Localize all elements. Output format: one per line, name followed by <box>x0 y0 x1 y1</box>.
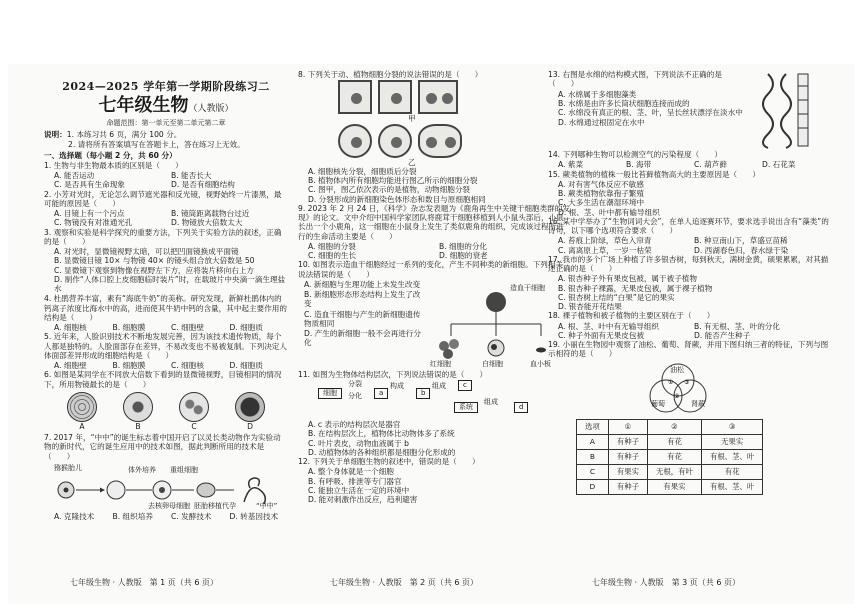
cell <box>338 124 372 158</box>
fig-label: 胚胎移植 <box>194 501 222 510</box>
cell <box>338 80 372 114</box>
q6-figure <box>44 390 288 433</box>
table-cell: 有果实 <box>647 479 701 494</box>
option: C. 葫芦藓 <box>694 160 727 170</box>
question-12: 12. 下列关于单细胞生物的叙述中，错误的是（ ） <box>298 457 480 466</box>
option: D. 分裂形成的新细胞染色体形态和数目与原细胞相同 <box>308 194 486 204</box>
column-1 <box>44 130 288 521</box>
exam-year-line: 2024—2025 学年第一学期阶段练习二 <box>62 80 270 93</box>
question-18: 18. 裸子植物和被子植物的主要区别在于（ ） <box>548 311 715 321</box>
level-box: 系统 <box>454 402 478 413</box>
option: A. 根、茎、叶中有无输导组织 <box>558 321 660 331</box>
q7-figure <box>44 462 288 512</box>
question-13: 13. 右图是水绵的结构模式图，下列说法不正确的是（ ） <box>548 70 722 89</box>
question-1: 1. 生物与非生物最本质的区别是（ ） <box>44 160 183 170</box>
exam-header <box>44 80 288 128</box>
q1-options <box>44 180 288 189</box>
q4-options <box>44 323 288 332</box>
cell <box>418 124 462 158</box>
q10-block <box>298 280 570 370</box>
option: A. 克隆技术 <box>54 511 95 521</box>
fig-label: 代孕 <box>222 501 236 510</box>
table-cell: D <box>577 479 609 494</box>
q16-options <box>548 246 830 255</box>
note-1: 1. 本练习共 6 页，满分 100 分。 <box>66 130 182 139</box>
option: D. 石花菜 <box>762 160 796 170</box>
option: D. 能对刺激作出反应，趋利避害 <box>308 495 418 504</box>
option: D. 是否有细胞结构 <box>171 180 235 190</box>
option: D. 水绵通过根固定在水中 <box>558 118 645 128</box>
cell <box>378 124 412 158</box>
table-cell: A <box>577 434 609 449</box>
question-7: 7. 2017 年，“中中”的诞生标志着中国开启了以灵长类动物作为实验动物的新时代，它的诞生应用中的技术如图，据此判断所用的技术是（ ） <box>44 433 281 461</box>
q18-options <box>548 322 830 331</box>
question-11: 11. 如图为生物体结构层次，下列说法错误的是（ ） <box>298 369 488 379</box>
option: D. 能否产生种子 <box>694 330 751 340</box>
option: B. 显微镜目镜 10× 与物镜 40× 的镜头组合放大倍数是 50 <box>54 256 255 266</box>
option: D. 西湖春色归，春水绿于染 <box>694 245 789 255</box>
page-footer-1: 七年级生物 · 人教版 第 1 页（共 6 页） <box>70 578 218 587</box>
table-header-row <box>577 419 763 434</box>
table-cell: 有根、茎、叶 <box>701 479 762 494</box>
option: A. 紫菜 <box>558 160 584 170</box>
option: B. 有呼吸、排泄等专门器官 <box>308 476 402 486</box>
plant-cell-division <box>298 80 570 114</box>
exam-scope: 命题范围：第一单元至第二单元第二章 <box>106 119 226 128</box>
page-footer-3: 七年级生物 · 人教版 第 3 页（共 6 页） <box>592 578 740 587</box>
note-2: 2. 请将所有答案填写在答题卡上，答在练习上无效。 <box>68 140 245 150</box>
svg-text:①: ① <box>668 378 674 386</box>
option: B. 银杏种子裸露，无果皮包被，属于裸子植物 <box>558 283 713 293</box>
option: C. 种子外面有无果皮包被 <box>558 330 645 340</box>
option: D. 转基因技术 <box>229 511 279 521</box>
q1-options <box>44 171 288 180</box>
option: A. 细胞核 <box>54 323 87 332</box>
fig-label: B <box>135 421 141 431</box>
option: D. 根、茎、叶中都有输导组织 <box>558 207 660 217</box>
option: B. 植物体内所有细胞均能进行图乙所示的细胞分裂 <box>308 176 478 185</box>
option: B. 组织培养 <box>112 511 153 521</box>
edition-text: （人教版） <box>188 104 234 115</box>
exam-title <box>44 95 288 117</box>
q5-options <box>44 361 288 370</box>
cell <box>378 80 412 114</box>
option: D. 制作“人体口腔上皮细胞临时装片”时，在载玻片中央滴一滴生理盐水 <box>54 274 286 293</box>
question-16: 16. 某中学举办了“生物词词大会”，在单人追逐赛环节，要求选手说出含有“藻类”的诗句，以下哪个选项符合要求（ ） <box>548 216 829 235</box>
q16-options <box>548 236 830 245</box>
fig-label: 组成 <box>432 382 446 390</box>
option: C. 物镜没有对准通光孔 <box>54 218 133 228</box>
option: C. 显微镜下观察到物像在视野左下方，应将装片移向右上方 <box>54 265 254 275</box>
option: A. 新细胞与生理功能上未发生改变 <box>304 279 421 289</box>
q6-view-b <box>123 392 153 431</box>
page-footer-2: 七年级生物 · 人教版 第 2 页（共 6 页） <box>330 578 478 587</box>
fig-label: 分裂 <box>348 380 362 388</box>
table-cell: 无根，有叶 <box>647 464 701 479</box>
table-head-cell: ① <box>608 419 647 434</box>
table-head-cell: ② <box>647 419 701 434</box>
q10-options <box>298 280 426 370</box>
table-cell: 有种子 <box>608 449 647 464</box>
option: B. 蕨类植物依靠孢子繁殖 <box>558 189 644 198</box>
option: A. 整个身体就是一个细胞 <box>308 467 394 477</box>
table-row <box>577 449 763 464</box>
question-10: 10. 如图表示造血干细胞经过一系列的变化，产生不同种类的新细胞。下列相关说法错误的是（ ） <box>298 260 564 279</box>
question-3: 3. 观察和实验是科学探究的重要方法，下列关于实验方法的叙述，正确的是（ ） <box>44 227 282 246</box>
table-cell: 无果实 <box>701 434 762 449</box>
option: B. 新细胞形态形态结构上发生了改变 <box>304 290 421 309</box>
fig-label: D <box>247 421 253 431</box>
option: C. 细胞壁 <box>171 323 204 332</box>
option: A. 目镜上有一个污点 <box>54 209 125 218</box>
q19-options-table <box>576 419 763 495</box>
question-8: 8. 下列关于动、植物细胞分裂的说法错误的是（ ） <box>298 70 483 79</box>
q10-figure <box>426 280 566 370</box>
level-box: 细胞 <box>318 388 342 399</box>
q9-options <box>298 242 570 251</box>
option: D. 细胞质 <box>229 361 263 370</box>
table-cell: 有种子 <box>608 434 647 449</box>
fig-label: 红细胞 <box>430 359 451 368</box>
fig-label: 体外培养 <box>128 465 156 474</box>
option: B. 细胞膜 <box>112 361 146 370</box>
fig-label: C <box>191 421 197 431</box>
q14-options <box>548 160 830 169</box>
fig-label: 肾蕨 <box>691 399 705 408</box>
table-head-cell: ③ <box>701 419 762 434</box>
q6-view-c <box>179 392 209 431</box>
fig-label: 组成 <box>484 398 498 406</box>
question-17: 17. 我市的多个广场上种植了许多银杏树，每到秋天，满树金黄，硕果累累，对其描述正确的是（ ） <box>548 254 829 273</box>
option: A. 对有害气体反应不敏感 <box>558 179 644 189</box>
q13-text <box>548 70 748 150</box>
q9-options <box>298 251 570 260</box>
level-box: d <box>514 402 528 413</box>
option: A. 细胞核先分裂，细胞质后分裂 <box>308 166 417 176</box>
option: C. 叶片表皮，动物血液属于 b <box>308 438 409 448</box>
option: B. 细胞膜 <box>112 323 146 332</box>
option: D. 动植物体的各种组织都是细胞分化形成的 <box>308 447 456 457</box>
level-box: a <box>374 388 388 399</box>
option: B. 镜筒距离载物台过近 <box>171 209 250 218</box>
q7-options <box>44 512 288 521</box>
q2-options <box>44 209 288 218</box>
fig-label: 葡萄 <box>651 399 665 408</box>
title-text: 七年级生物 <box>98 95 189 117</box>
option: D. 产生的新细胞一般不会再进行分化 <box>304 329 421 348</box>
table-cell: 有种子 <box>608 479 647 494</box>
option: B. 水绵是由许多长筒状细胞连接而成的 <box>558 98 690 108</box>
question-4: 4. 杜鹃营养丰富，素有“海底牛奶”的美称。研究发现，新鲜杜鹃体内的钙离子浓度比海水中的高，进而使其牛奶中钙的含量，其中起主要作用的结构是（ ） <box>44 294 287 322</box>
option: B. 海带 <box>626 160 652 170</box>
table-cell: 有花 <box>647 434 701 449</box>
table-cell: 有花 <box>647 449 701 464</box>
table-row <box>577 479 763 494</box>
q6-view-d <box>235 392 265 431</box>
option: A. 苔痕上阶绿，草色入帘青 <box>558 236 652 246</box>
q8-figure <box>298 80 570 167</box>
option: B. 细胞的分化 <box>439 241 488 251</box>
fig-label: 血小板 <box>530 359 551 368</box>
option: B. 在结构层次上，植物体比动物体多了系统 <box>308 429 455 439</box>
question-9: 9. 2023 年 2 月 24 日，《科学》杂志发表题为《鹿角再生中关键干细胞类群的发现》的论文。文中介绍中国科学家团队将鹿茸干细胞移植到人小鼠头部后，小鼠长出一个小鹿角，这一细胞在小鼠身上发生了类似鹿角的组织，完成该过程所进行的生命活动主要是（ ） <box>298 203 570 241</box>
option: B. 能否长大 <box>171 171 212 180</box>
option: A. 细胞壁 <box>54 361 87 370</box>
option: A. c 表示的结构层次是器官 <box>308 420 401 429</box>
level-box: b <box>416 388 430 399</box>
option: C. 离离原上草，一岁一枯荣 <box>558 245 652 255</box>
option: D. 银杏能开花结果 <box>558 302 622 311</box>
fig-label: 重组细胞 <box>170 465 198 474</box>
fig-label: “中中” <box>256 501 278 510</box>
svg-text:③: ③ <box>684 378 690 386</box>
fig-label: 造血干细胞 <box>510 283 545 292</box>
table-row <box>577 464 763 479</box>
option: A. 能否运动 <box>54 171 95 180</box>
option: A. 水绵属于多细胞藻类 <box>558 89 637 99</box>
fig-label: 构成 <box>390 382 404 390</box>
option: C. 是否具有生命现象 <box>54 180 125 190</box>
table-cell: B <box>577 449 609 464</box>
fig-label: 分化 <box>348 392 362 400</box>
question-15: 15. 蕨类植物的植株一般比苔藓植物高大的主要原因是（ ） <box>548 169 760 179</box>
table-cell: 有果实 <box>608 464 647 479</box>
option: A. 细胞的分裂 <box>308 241 356 251</box>
option: C. 图甲，图乙依次表示的是植物，动物细胞分裂 <box>308 185 471 195</box>
fig-label: 油松 <box>670 365 684 374</box>
notes-label: 说明： <box>44 130 67 139</box>
table-head-cell: 选项 <box>577 419 609 434</box>
column-3 <box>548 70 830 495</box>
cell <box>418 80 458 114</box>
column-2 <box>298 70 570 504</box>
table-cell: 有花 <box>701 464 762 479</box>
q13-block <box>548 70 830 150</box>
fig-label: 去核卵母细胞 <box>148 501 190 510</box>
venn-diagram <box>548 360 830 416</box>
spirogyra-figure <box>748 70 818 150</box>
animal-cell-division <box>298 124 570 158</box>
q18-options <box>548 331 830 340</box>
option: D. 物镜放大倍数太大 <box>171 218 243 228</box>
fig-label: 白细胞 <box>482 359 503 368</box>
option: C. 银杏树上结的“白果”是它的果实 <box>558 292 675 302</box>
question-2: 2. 小芳对光时，无论怎么调节遮光器和反光镜，视野始终一片漆黑，最可能的原因是（ ） <box>44 189 282 208</box>
question-19: 19. 小丽在生物园中观察了油松、葡萄、肾蕨，并用下图归纳三者的特征，下列与图示相符的是（ ） <box>548 340 829 359</box>
q6-view-a <box>67 392 97 431</box>
level-box: c <box>458 380 472 391</box>
option: C. 能独立生活在一定的环境中 <box>308 485 410 495</box>
section-heading: 一、选择题（每小题 2 分，共 60 分） <box>44 150 177 160</box>
fig-label-yi: 乙 <box>408 157 416 167</box>
table-row <box>577 434 763 449</box>
option: D. 细胞的衰老 <box>439 251 488 260</box>
option: A. 银杏种子外有果皮包被，属于被子植物 <box>558 274 697 284</box>
option: A. 对光时，显微镜视野太暗，可以把凹面镜换成平面镜 <box>54 247 239 256</box>
option: C. 水绵没有真正的根、茎、叶，呈长丝状漂浮在淡水中 <box>558 108 743 117</box>
q11-figure <box>318 380 570 420</box>
q19-venn <box>548 360 830 416</box>
fig-label: 猕猴胎儿 <box>54 463 82 472</box>
fig-label: A <box>79 421 85 431</box>
option: C. 造血干细胞与产生的新细胞遗传物质相同 <box>304 309 421 328</box>
stem-cell-diagram <box>426 280 566 370</box>
table-cell: 有根、茎、叶 <box>701 449 762 464</box>
option: C. 大多生活在潮湿环境中 <box>558 198 645 208</box>
question-6: 6. 如图是某同学在不同放大倍数下看到的显微镜视野，目镜相同的情况下，所用物镜最长的是（ ） <box>44 370 282 389</box>
question-5: 5. 近年来，人脸识别技术不断地发展完善，因为该技术遗传物质，每个人都是独特的。人脸面部存在差异，不易改变也不易被复制。下列决定人体面部差异形成的细胞结构是（ ） <box>44 332 287 360</box>
option: C. 细胞核 <box>171 361 204 370</box>
svg-text:②: ② <box>674 392 680 400</box>
table-cell: C <box>577 464 609 479</box>
fig-label-jia: 甲 <box>408 114 416 124</box>
option: C. 细胞的生长 <box>308 251 357 260</box>
option: B. 有无根、茎、叶的分化 <box>694 321 780 331</box>
question-14: 14. 下列哪种生物可以检测空气的污染程度（ ） <box>548 150 722 159</box>
option: B. 种豆南山下，草盛豆苗稀 <box>694 236 788 246</box>
option: D. 细胞质 <box>229 323 263 332</box>
option: C. 发酵技术 <box>171 511 212 521</box>
q2-options <box>44 218 288 227</box>
